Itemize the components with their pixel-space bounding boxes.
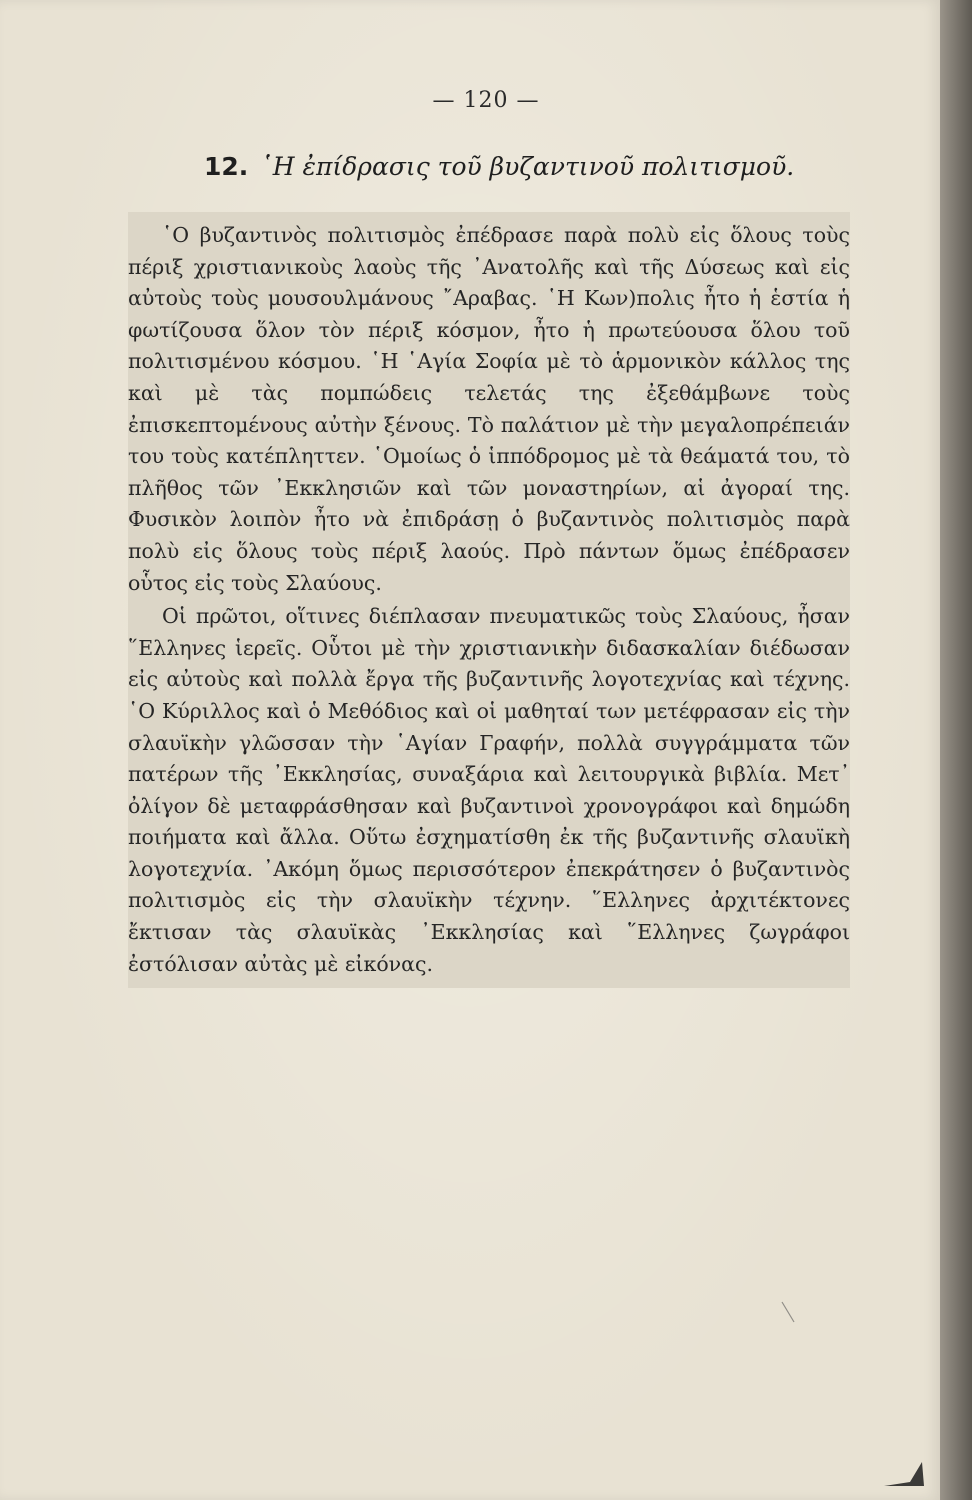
section-number: 12. [204, 152, 249, 181]
paragraph-2: Οἱ πρῶτοι, οἵτινες διέπλασαν πνευματικῶς τοὺς Σλαύους, ἦσαν ῞Ελληνες ἱερεῖς. Οὗτοι μὲ τὴν χριστιανικὴν διδασκαλίαν διέδωσαν εἰς αὐτοὺς καὶ πολλὰ ἔργα τῆς βυζαντινῆς λογοτεχνίας καὶ τέχνης. ῾Ο Κύριλλος καὶ ὁ Μεθόδιος καὶ οἱ μαθηταί των μετέφρασαν εἰς τὴν σλαυϊκὴν γλῶσσαν τὴν ῾Αγίαν Γραφήν, πολλὰ συγγράμματα τῶν πατέρων τῆς ᾿Εκκλησίας, συναξάρια καὶ λειτουργικὰ βιβλία. Μετ᾿ ὀλίγον δὲ μεταφράσθησαν καὶ βυζαντινοὶ χρονογράφοι καὶ δημώδη ποιήματα καὶ ἄλλα. Οὕτω ἐσχηματίσθη ἐκ τῆς βυζαντινῆς σλαυϊκὴ λογοτεχνία. ᾿Ακόμη ὅμως περισσότερον ἐπεκράτησεν ὁ βυζαντινὸς πολιτισμὸς εἰς τὴν σλαυϊκὴν τέχνην. ῞Ελληνες ἀρχιτέκτονες ἔκτισαν τὰς σλαυϊκὰς ᾿Εκκλησίας καὶ ῞Ελληνες ζωγράφοι ἐστόλισαν αὐτὰς μὲ εἰκόνας. [128, 604, 850, 976]
page-edge-shadow [940, 0, 972, 1500]
page-number: — 120 — [432, 88, 540, 113]
page-corner-mark [880, 1456, 940, 1496]
scan-speck-mark [780, 1300, 820, 1340]
section-heading [204, 152, 794, 181]
body-text [128, 212, 850, 988]
section-title: ῾Η ἐπίδρασις τοῦ βυζαντινοῦ πολιτισμοῦ. [260, 152, 795, 181]
paragraph-1: ῾Ο βυζαντινὸς πολιτισμὸς ἐπέδρασε παρὰ πολὺ εἰς ὅλους τοὺς πέριξ χριστιανικοὺς λαοὺς τῆς ᾿Ανατολῆς καὶ τῆς Δύσεως καὶ εἰς αὐτοὺς τοὺς μουσουλμάνους ῎Αραβας. ῾Η Κων)πολις ἦτο ἡ ἑστία ἡ φωτίζουσα ὅλον τὸν πέριξ κόσμον, ἦτο ἡ πρωτεύουσα ὅλου τοῦ πολιτισμένου κόσμου. ῾Η ῾Αγία Σοφία μὲ τὸ ἁρμονικὸν κάλλος της καὶ μὲ τὰς πομπώδεις τελετάς της ἐξεθάμβωνε τοὺς ἐπισκεπτομένους αὐτὴν ξένους. Τὸ παλάτιον μὲ τὴν μεγαλοπρέπειάν του τοὺς κατέπληττεν. ῾Ομοίως ὁ ἱππόδρομος μὲ τὰ θεάματά του, τὸ πλῆθος τῶν ᾿Εκκλησιῶν καὶ τῶν μοναστηρίων, αἱ ἀγοραί της. Φυσικὸν λοιπὸν ἦτο νὰ ἐπιδράσῃ ὁ βυζαντινὸς πολιτισμὸς παρὰ πολὺ εἰς ὅλους τοὺς πέριξ λαούς. Πρὸ πάντων ὅμως ἐπέδρασεν οὗτος εἰς τοὺς Σλαύους. [128, 223, 850, 595]
